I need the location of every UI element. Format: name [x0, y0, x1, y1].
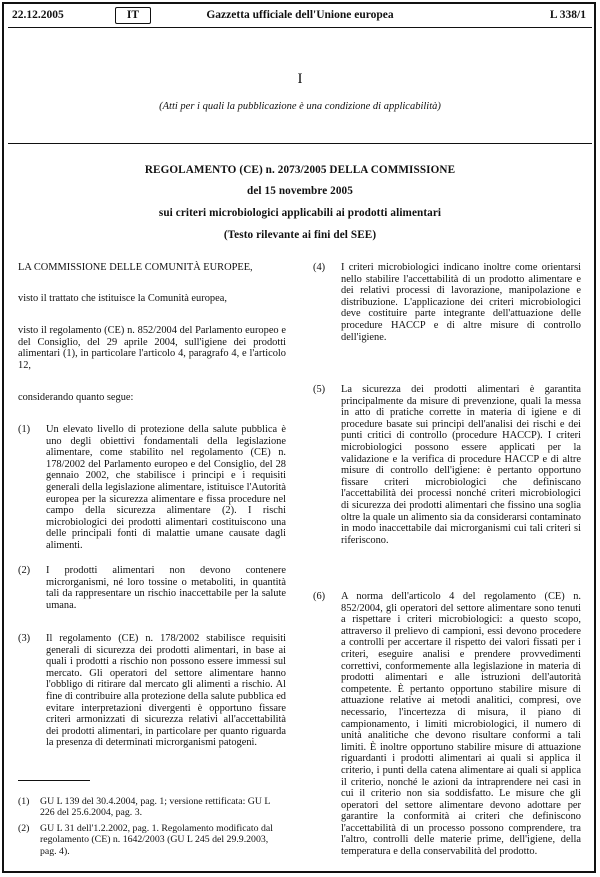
preamble-regulation-text: visto il regolamento (CE) n. 852/2004 del Parlamento europeo e del Consiglio, del 29 aprile 2004, sull'igiene dei prodotti alimentari (1), in particolare l'articolo 4, paragrafo 4, e l'articolo 12,	[18, 325, 286, 371]
page-reference: L 338/1	[549, 9, 586, 21]
recital-text: A norma dell'articolo 4 del regolamento (CE) n. 852/2004, gli operatori del settore alimentare sono tenuti a rispettare i criteri microbiologici: a questo scopo, attraverso il prelievo di campioni, essi devono procedere a controlli per accertare il rispetto dei valori fissati per i criteri, eseguire analisi e prendere provvedimenti correttivi, conformemente alla legislazione in materia di prodotti alimentari e alle istruzioni dell'autorità competente. È pertanto opportuno stabilire misure di attuazione relative ai metodi analitici, compresi, ove necessario, l'incertezza di misura, il piano di campionamento, i limiti microbiologici, il numero di unità analitiche che devono risultare conformi a tali limiti. È inoltre opportuno stabilire misure di attuazione riguardanti i prodotti alimentari ai quali si applica il criterio, i punti della catena alimentare ai quali si applica il criterio, nonché le azioni da intraprendere nei casi in cui il criterio non sia soddisfatto. Le misure che gli operatori del settore alimentare devono adottare per garantire la conformità ai criteri che definiscono l'accettabilità di un processo possono comprendere, tra l'altro, controlli delle materie prime, dell'igiene, della temperatura e della conservabilità del prodotto.	[341, 591, 581, 858]
recital-text: Il regolamento (CE) n. 178/2002 stabilisce requisiti generali di sicurezza dei prodotti alimentari, in base ai quali i prodotti a rischio non possono essere immessi sul mercato. Gli operatori del settore alimentare hanno l'obbligo di ritirare dal mercato gli alimenti a rischio. Al fine di contribuire alla protezione della salute pubblica ed evitare interpretazioni divergenti è opportuno fissare criteri armonizzati di sicurezza relativi all'accettabilità dei prodotti alimentari, in particolare per quanto riguarda la presenza di determinati microrganismi patogeni.	[46, 633, 286, 749]
regulation-subject: sui criteri microbiologici applicabili ai prodotti alimentari	[158, 207, 442, 219]
footnote-1	[18, 796, 286, 819]
preamble-treaty: visto il trattato che istituisce la Comunità europea,	[18, 293, 227, 304]
header-rule	[8, 27, 592, 28]
recital-6	[313, 591, 581, 858]
footnote-2	[18, 823, 286, 857]
preamble-commission: LA COMMISSIONE DELLE COMUNITÀ EUROPEE,	[18, 262, 253, 273]
preamble-regulation	[18, 325, 286, 371]
recital-number: (6)	[313, 591, 326, 602]
recital-4	[313, 262, 581, 343]
recital-text: Un elevato livello di protezione della salute pubblica è uno degli obiettivi fondamentali della legislazione alimentare, come stabilito nel regolamento (CE) n. 178/2002 del Parlamento europeo e del Consiglio, del 28 gennaio 2002, che stabilisce i principi e i requisiti generali della legislazione alimentare, istituisce l'Autorità europea per la sicurezza alimentare e fissa procedure nel campo della sicurezza alimentare (2). I rischi microbiologici dei prodotti alimentari costituiscono una delle principali fonti di malattie umane causate dagli alimenti.	[46, 424, 286, 551]
eea-relevance-note: (Testo rilevante ai fini del SEE)	[223, 229, 377, 241]
regulation-date: del 15 novembre 2005	[247, 185, 353, 197]
journal-header	[8, 6, 592, 26]
section-subtitle: (Atti per i quali la pubblicazione è una condizione di applicabilità)	[159, 101, 441, 112]
language-badge: IT	[115, 7, 151, 24]
preamble-considering: considerando quanto segue:	[18, 392, 134, 403]
recital-number: (1)	[18, 424, 31, 435]
publication-date: 22.12.2005	[12, 9, 64, 21]
footnote-number: (2)	[18, 823, 30, 834]
footnote-number: (1)	[18, 796, 30, 807]
recital-number: (3)	[18, 633, 31, 644]
recital-number: (4)	[313, 262, 326, 273]
recital-text: La sicurezza dei prodotti alimentari è garantita principalmente da misure di prevenzione, quali la messa in atto di pratiche corrette in materia di igiene e di procedure basate sui principi dell'analisi dei rischi e dei punti critici di controllo (procedure HACCP). I criteri microbiologici possono essere applicati per la validazione e la verifica di procedure HACCP e di altre misure di controllo dell'igiene: è pertanto opportuno fissare criteri microbiologici che definiscano l'accettabilità dei processi nonché criteri microbiologici di sicurezza dei prodotti alimentari che fissino una soglia oltre la quale un alimento sia da considerarsi contaminato in modo inaccettabile dai microrganismi cui tali criteri si riferiscono.	[341, 384, 581, 546]
footnote-text: GU L 31 dell'1.2.2002, pag. 1. Regolamento modificato dal regolamento (CE) n. 1642/2003 (GU L 245 del 29.9.2003, pag. 4).	[40, 823, 273, 857]
recital-1	[18, 424, 286, 552]
recital-number: (2)	[18, 565, 31, 576]
section-rule	[8, 143, 592, 144]
recital-text: I criteri microbiologici indicano inoltre come orientarsi nello stabilire l'accettabilità di un prodotto alimentare e dei relativi processi di lavorazione, manipolazione e distribuzione. L'applicazione dei criteri microbiologici deve costituire parte integrante dell'attuazione delle procedure HACCP e di altre misure di controllo dell'igiene.	[341, 262, 581, 343]
recital-number: (5)	[313, 384, 326, 395]
recital-2	[18, 565, 286, 611]
regulation-title: REGOLAMENTO (CE) n. 2073/2005 DELLA COMMISSIONE	[144, 164, 456, 176]
recital-5	[313, 384, 581, 546]
footnote-text: GU L 139 del 30.4.2004, pag. 1; versione rettificata: GU L 226 del 25.6.2004, pag. 3.	[40, 796, 270, 819]
recital-text: I prodotti alimentari non devono contenere microrganismi, né loro tossine o metaboliti, in quantità tali da rappresentare un rischio inaccettabile per la salute umana.	[46, 565, 286, 611]
recital-3	[18, 633, 286, 749]
footnote-rule	[18, 780, 90, 781]
journal-title: Gazzetta ufficiale dell'Unione europea	[206, 9, 394, 21]
section-roman-numeral: I	[297, 71, 303, 87]
